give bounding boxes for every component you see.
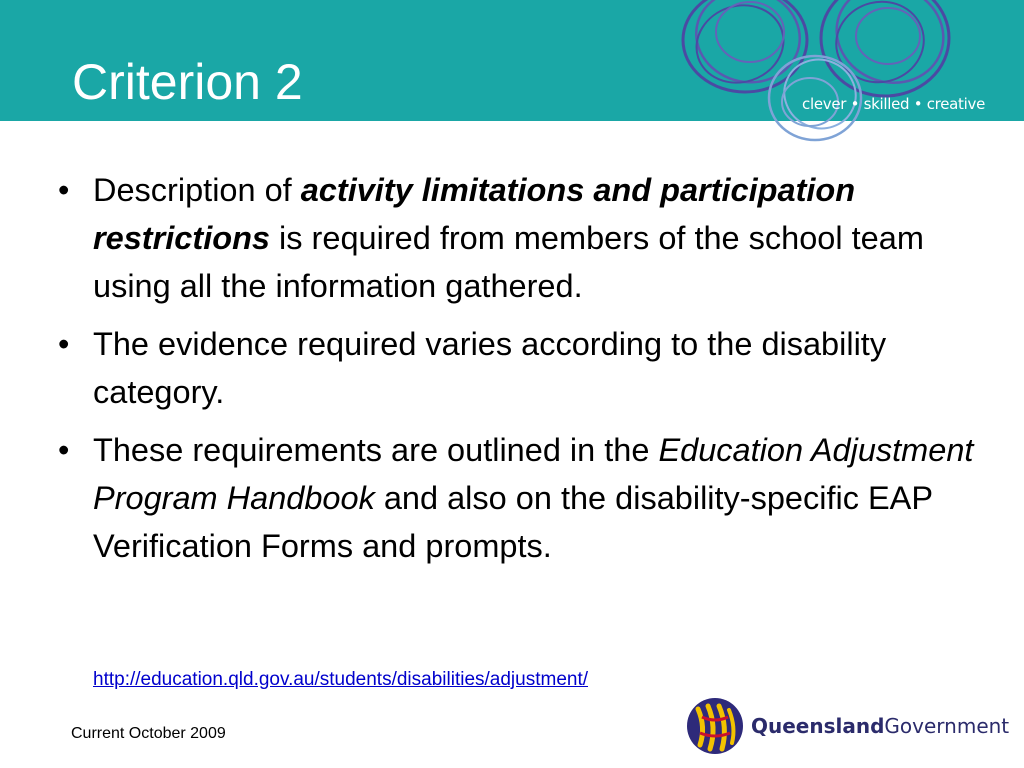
swirl-decoration bbox=[660, 0, 1024, 160]
logo-wordmark bbox=[751, 714, 1009, 738]
handbook-title: Education Adjustment Program Handbook bbox=[93, 432, 974, 516]
bullet-list bbox=[58, 166, 983, 570]
adjustment-link[interactable]: http://education.qld.gov.au/students/disabilities/adjustment/ bbox=[93, 669, 589, 690]
swirl-ring bbox=[856, 8, 920, 64]
bullet-item bbox=[58, 426, 983, 570]
bullet-marker: • bbox=[58, 432, 70, 468]
swirl-ring bbox=[688, 0, 809, 92]
logo-word-queensland: Queensland bbox=[751, 714, 885, 738]
bullet-item bbox=[58, 320, 983, 416]
swirl-ring bbox=[716, 2, 784, 62]
queensland-emblem-icon bbox=[686, 697, 744, 755]
bullet-text: Description of bbox=[93, 172, 301, 208]
slide-title: Criterion 2 bbox=[72, 54, 303, 110]
footer-date: Current October 2009 bbox=[71, 725, 226, 742]
bullet-text: These requirements are outlined in the bbox=[93, 432, 659, 468]
bullet-marker: • bbox=[58, 172, 70, 208]
swirl-ring bbox=[773, 48, 867, 140]
bullet-text: The evidence required varies according to the disability category. bbox=[93, 326, 887, 410]
queensland-government-logo bbox=[686, 697, 1010, 755]
bullet-marker: • bbox=[58, 326, 70, 362]
bullet-item bbox=[58, 166, 983, 310]
logo-word-government: Government bbox=[884, 714, 1010, 738]
bullet-text: and also on the disability-specific EAP Verification Forms and prompts. bbox=[93, 480, 933, 564]
tagline: clever • skilled • creative bbox=[802, 95, 985, 113]
slide-body bbox=[58, 166, 983, 580]
bullet-emphasis: activity limitations and participation restrictions bbox=[93, 172, 856, 256]
bullet-text: is required from members of the school team using all the information gathered. bbox=[93, 220, 924, 304]
